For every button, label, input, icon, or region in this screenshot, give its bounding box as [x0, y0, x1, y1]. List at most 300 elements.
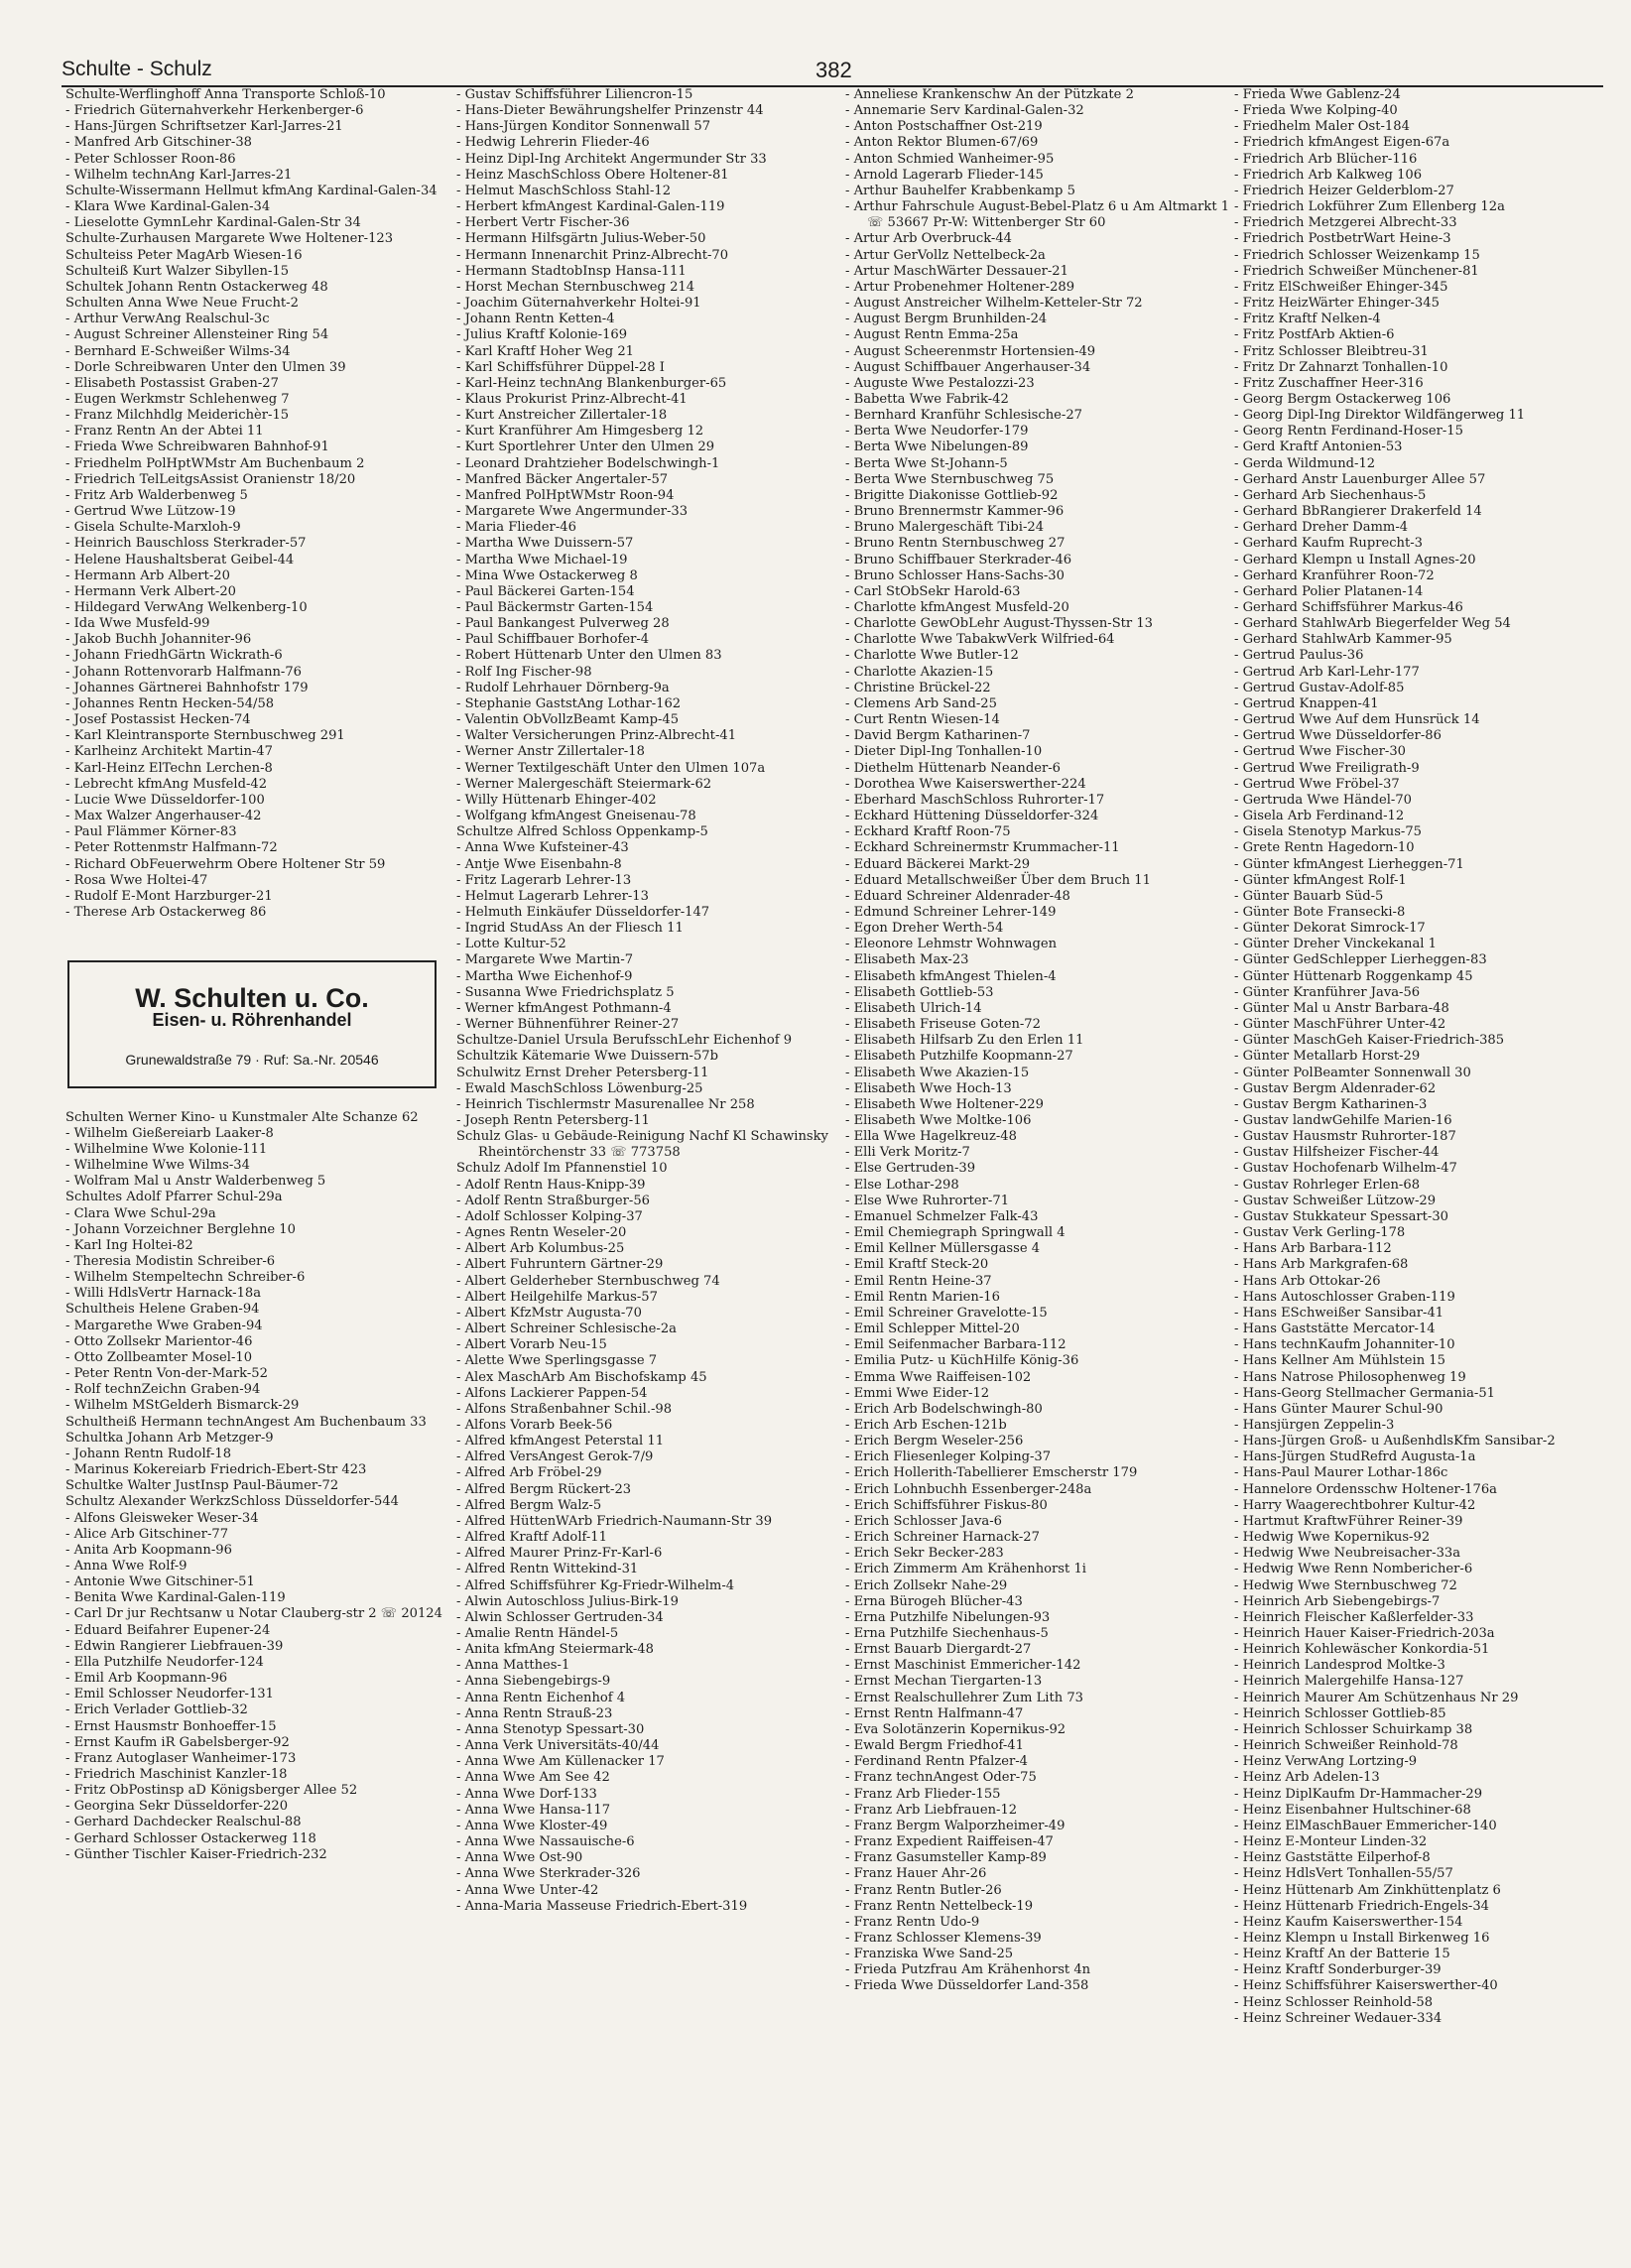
directory-entry: - Anna Wwe Rolf-9 — [65, 1558, 188, 1574]
directory-entry: - August Bergm Brunhilden-24 — [845, 312, 1048, 327]
directory-entry: - Maria Flieder-46 — [456, 520, 576, 536]
directory-entry: - Günter Mal u Anstr Barbara-48 — [1234, 1000, 1449, 1016]
directory-entry: - Heinz Kaufm Kaiserswerther-154 — [1234, 1914, 1463, 1930]
directory-entry: - Herbert kfmAngest Kardinal-Galen-119 — [456, 199, 725, 215]
ad-tagline: Eisen- u. Röhrenhandel — [152, 1010, 352, 1031]
directory-entry: - Hans-Georg Stellmacher Germania-51 — [1234, 1385, 1496, 1401]
directory-entry: - Johannes Gärtnerei Bahnhofstr 179 — [65, 680, 309, 695]
directory-entry: - Karl Schiffsführer Düppel-28 I — [456, 359, 665, 375]
directory-entry: - Anna Wwe Kufsteiner-43 — [456, 840, 629, 856]
directory-entry: - Fritz ObPostinsp aD Königsberger Allee 52 — [65, 1783, 358, 1799]
directory-entry: - Emil Schlosser Neudorfer-131 — [65, 1687, 274, 1702]
directory-entry: - Franz Autoglaser Wanheimer-173 — [65, 1750, 297, 1766]
directory-entry: - Walter Versicherungen Prinz-Albrecht-41 — [456, 728, 737, 744]
directory-entry: - Heinrich Arb Siebengebirgs-7 — [1234, 1593, 1441, 1609]
directory-entry: - Anna Wwe Ost-90 — [456, 1850, 583, 1866]
directory-entry: - Anna-Maria Masseuse Friedrich-Ebert-319 — [456, 1898, 748, 1914]
directory-entry: - Elisabeth Friseuse Goten-72 — [845, 1017, 1041, 1033]
directory-entry: - Franz Arb Flieder-155 — [845, 1786, 1001, 1802]
directory-entry: - August Schiffbauer Angerhauser-34 — [845, 359, 1091, 375]
directory-entry: - Kurt Kranführer Am Himgesberg 12 — [456, 424, 704, 440]
directory-entry: - Friedrich Arb Blücher-116 — [1234, 151, 1418, 167]
directory-entry: - Alfred Kraftf Adolf-11 — [456, 1530, 607, 1546]
directory-entry: - Hansjürgen Zeppelin-3 — [1234, 1417, 1395, 1433]
directory-entry: - Erich Schiffsführer Fiskus-80 — [845, 1497, 1048, 1513]
directory-entry: - Erich Lohnbuchh Essenberger-248a — [845, 1481, 1092, 1497]
directory-entry: - Emil Arb Koopmann-96 — [65, 1671, 228, 1687]
directory-entry: Schultze-Daniel Ursula BerufsschLehr Eichenhof 9 — [456, 1033, 793, 1049]
directory-entry: - Ewald Bergm Friedhof-41 — [845, 1738, 1024, 1754]
directory-entry: - Erna Putzhilfe Nibelungen-93 — [845, 1609, 1051, 1625]
directory-entry: Schultka Johann Arb Metzger-9 — [65, 1430, 274, 1446]
directory-entry: - Margarethe Wwe Graben-94 — [65, 1318, 263, 1333]
directory-entry: - Curt Rentn Wiesen-14 — [845, 712, 1000, 728]
directory-entry: - Artur GerVollz Nettelbeck-2a — [845, 247, 1046, 263]
directory-entry: - Dorothea Wwe Kaiserswerther-224 — [845, 776, 1086, 792]
directory-entry: - Hans-Jürgen Schriftsetzer Karl-Jarres-21 — [65, 119, 343, 135]
directory-entry: - Anita kfmAng Steiermark-48 — [456, 1642, 654, 1658]
directory-entry: - Robert Hüttenarb Unter den Ulmen 83 — [456, 648, 722, 664]
directory-entry: - Antje Wwe Eisenbahn-8 — [456, 856, 622, 872]
directory-entry: Schultheis Helene Graben-94 — [65, 1302, 260, 1318]
directory-entry: - Heinz Hüttenarb Friedrich-Engels-34 — [1234, 1898, 1490, 1914]
directory-entry: - Lotte Kultur-52 — [456, 937, 566, 952]
directory-entry: - Hans Natrose Philosophenweg 19 — [1234, 1369, 1466, 1385]
directory-entry: - Heinz HdlsVert Tonhallen-55/57 — [1234, 1866, 1453, 1882]
directory-entry: - Gertrud Paulus-36 — [1234, 648, 1364, 664]
directory-entry: - Georgina Sekr Düsseldorfer-220 — [65, 1799, 289, 1815]
directory-entry: - Erich Zimmerm Am Krähenhorst 1i — [845, 1562, 1086, 1577]
directory-entry: - Hans-Jürgen StudRefrd Augusta-1a — [1234, 1449, 1476, 1465]
directory-entry: - Arthur Bauhelfer Krabbenkamp 5 — [845, 183, 1075, 198]
directory-entry: - Berta Wwe Sternbuschweg 75 — [845, 471, 1055, 487]
directory-entry: - Helmut MaschSchloss Stahl-12 — [456, 183, 672, 198]
directory-entry: - Albert KfzMstr Augusta-70 — [456, 1305, 642, 1321]
directory-entry: - Albert Fuhruntern Gärtner-29 — [456, 1257, 664, 1273]
directory-entry: - Marinus Kokereiarb Friedrich-Ebert-Str 423 — [65, 1462, 367, 1478]
directory-entry: - August Schreiner Allensteiner Ring 54 — [65, 327, 329, 343]
directory-entry: - Leonard Drahtzieher Bodelschwingh-1 — [456, 455, 720, 471]
directory-entry: - Fritz Lagerarb Lehrer-13 — [456, 872, 632, 888]
directory-entry: - Susanna Wwe Friedrichsplatz 5 — [456, 984, 675, 1000]
directory-entry: - Erich Verlader Gottlieb-32 — [65, 1702, 248, 1718]
directory-entry: - Else Wwe Ruhrorter-71 — [845, 1193, 1010, 1208]
directory-entry: - Ida Wwe Musfeld-99 — [65, 616, 210, 632]
directory-entry: - Erich Schreiner Harnack-27 — [845, 1530, 1040, 1546]
directory-entry: - Erich Schlosser Java-6 — [845, 1513, 1002, 1529]
directory-entry: - Franziska Wwe Sand-25 — [845, 1947, 1014, 1962]
directory-entry: - Gerda Wildmund-12 — [1234, 455, 1376, 471]
directory-entry: - Alfons Straßenbahner Schil.-98 — [456, 1401, 673, 1417]
directory-entry: - Babetta Wwe Fabrik-42 — [845, 391, 1009, 407]
directory-entry: - Elisabeth Putzhilfe Koopmann-27 — [845, 1049, 1073, 1065]
directory-entry: - Elisabeth Ulrich-14 — [845, 1000, 982, 1016]
directory-entry: - Heinz Eisenbahner Hultschiner-68 — [1234, 1802, 1471, 1818]
column-4 — [1234, 87, 1611, 2256]
directory-entry: - Rosa Wwe Holtei-47 — [65, 872, 208, 888]
directory-entry: - Bruno Schlosser Hans-Sachs-30 — [845, 567, 1065, 583]
directory-entry: - Franz Hauer Ahr-26 — [845, 1866, 987, 1882]
directory-entry: - Gertrud Wwe Fröbel-37 — [1234, 776, 1400, 792]
directory-entry: - Hedwig Wwe Neubreisacher-33a — [1234, 1546, 1461, 1562]
directory-entry: - Johann Rottenvorarb Halfmann-76 — [65, 664, 303, 680]
directory-entry: - Günter Bauarb Süd-5 — [1234, 888, 1384, 904]
directory-entry: - Helmut Lagerarb Lehrer-13 — [456, 888, 649, 904]
directory-entry: - Johann FriedhGärtn Wickrath-6 — [65, 648, 283, 664]
directory-entry: - Elisabeth Postassist Graben-27 — [65, 375, 279, 391]
column-1 — [65, 87, 456, 2256]
directory-entry: - Eckhard Kraftf Roon-75 — [845, 824, 1011, 840]
directory-entry: - Hedwig Lehrerin Flieder-46 — [456, 135, 650, 151]
directory-entry: - Albert Schreiner Schlesische-2a — [456, 1322, 677, 1337]
directory-entry: - Karlheinz Architekt Martin-47 — [65, 744, 273, 760]
directory-entry: - Charlotte Akazien-15 — [845, 664, 994, 680]
directory-entry: - Frieda Wwe Schreibwaren Bahnhof-91 — [65, 440, 329, 455]
directory-entry: - Ernst Mechan Tiergarten-13 — [845, 1674, 1043, 1690]
directory-entry: - Hans-Dieter Bewährungshelfer Prinzenstr 44 — [456, 103, 764, 119]
directory-entry: - Ewald MaschSchloss Löwenburg-25 — [456, 1080, 703, 1096]
directory-entry: - Gustav landwGehilfe Marien-16 — [1234, 1113, 1452, 1128]
directory-entry: - Friedrich Schweißer Münchener-81 — [1234, 263, 1479, 279]
directory-entry: - Hans Autoschlosser Graben-119 — [1234, 1289, 1455, 1305]
directory-entry: - Johannes Rentn Hecken-54/58 — [65, 695, 275, 711]
directory-entry: - Heinrich Tischlermstr Masurenallee Nr 258 — [456, 1096, 755, 1112]
directory-entry: - Günter MaschFührer Unter-42 — [1234, 1017, 1446, 1033]
directory-entry: - Alwin Schlosser Gertruden-34 — [456, 1609, 664, 1625]
directory-entry: - Emil Rentn Marien-16 — [845, 1289, 1000, 1305]
directory-entry: - Friedrich Metzgerei Albrecht-33 — [1234, 215, 1457, 231]
directory-entry: - Carl Dr jur Rechtsanw u Notar Clauberg-str 2 ☏ 20124 — [65, 1606, 442, 1622]
directory-entry: - Karl-Heinz technAng Blankenburger-65 — [456, 375, 727, 391]
directory-entry: - Gerhard Klempn u Install Agnes-20 — [1234, 552, 1476, 567]
directory-entry: - Heinrich Schweißer Reinhold-78 — [1234, 1738, 1458, 1754]
directory-entry: - Albert Vorarb Neu-15 — [456, 1337, 607, 1353]
directory-entry: - Franz Rentn Butler-26 — [845, 1882, 1002, 1898]
directory-entry: - Elisabeth Gottlieb-53 — [845, 984, 994, 1000]
directory-entry: - Gerhard StahlwArb Biegerfelder Weg 54 — [1234, 616, 1511, 632]
directory-entry: - Kurt Anstreicher Zillertaler-18 — [456, 408, 668, 424]
directory-entry: - Alwin Autoschloss Julius-Birk-19 — [456, 1593, 679, 1609]
directory-entry: - Bruno Rentn Sternbuschweg 27 — [845, 536, 1066, 552]
directory-entry: - Paul Schiffbauer Borhofer-4 — [456, 632, 650, 648]
directory-entry: - Christine Brückel-22 — [845, 680, 991, 695]
directory-entry: - Günter kfmAngest Lierheggen-71 — [1234, 856, 1464, 872]
directory-entry: - Theresia Modistin Schreiber-6 — [65, 1254, 276, 1269]
directory-entry: - Gerhard StahlwArb Kammer-95 — [1234, 632, 1452, 648]
directory-entry: - Franz Gasumsteller Kamp-89 — [845, 1850, 1047, 1866]
directory-entry: - Heinz Hüttenarb Am Zinkhüttenplatz 6 — [1234, 1882, 1501, 1898]
directory-entry: - Heinrich Hauer Kaiser-Friedrich-203a — [1234, 1626, 1495, 1641]
directory-entry: - Wilhelm technAng Karl-Jarres-21 — [65, 167, 293, 183]
directory-entry: - Fritz Kraftf Nelken-4 — [1234, 312, 1381, 327]
directory-entry: - Anna Rentn Eichenhof 4 — [456, 1690, 626, 1705]
directory-entry: - Heinz ElMaschBauer Emmericher-140 — [1234, 1818, 1497, 1833]
directory-entry: - Lucie Wwe Düsseldorfer-100 — [65, 792, 265, 808]
directory-entry: - Eduard Beifahrer Eupener-24 — [65, 1622, 271, 1638]
directory-entry: - Gerhard Kaufm Ruprecht-3 — [1234, 536, 1424, 552]
directory-entry: - Richard ObFeuerwehrm Obere Holtener Str 59 — [65, 856, 386, 872]
directory-entry: - Peter Rentn Von-der-Mark-52 — [65, 1366, 268, 1382]
directory-entry: - Friedrich Güternahverkehr Herkenberger-6 — [65, 103, 364, 119]
directory-entry: - Artur MaschWärter Dessauer-21 — [845, 263, 1068, 279]
directory-entry: - Bruno Brennermstr Kammer-96 — [845, 504, 1065, 520]
directory-entry: - Fritz Dr Zahnarzt Tonhallen-10 — [1234, 359, 1448, 375]
directory-entry: - Gustav Schweißer Lützow-29 — [1234, 1193, 1437, 1208]
directory-entry: - Anton Schmied Wanheimer-95 — [845, 151, 1055, 167]
directory-entry: - Wolfgang kfmAngest Gneisenau-78 — [456, 809, 696, 824]
directory-entry: - Hans-Jürgen Konditor Sonnenwall 57 — [456, 119, 711, 135]
directory-entry: - Willy Hüttenarb Ehinger-402 — [456, 792, 657, 808]
directory-entry: - Franz Milchhdlg Meiderichèr-15 — [65, 408, 290, 424]
directory-entry: Schultz Alexander WerkzSchloss Düsseldorfer-544 — [65, 1494, 399, 1510]
directory-entry: - Anna Wwe Nassauische-6 — [456, 1834, 635, 1850]
directory-entry: - Wilhelmine Wwe Wilms-34 — [65, 1158, 250, 1174]
directory-entry: - Hermann StadtobInsp Hansa-111 — [456, 263, 687, 279]
directory-entry: - Dieter Dipl-Ing Tonhallen-10 — [845, 744, 1043, 760]
directory-entry: - Anna Wwe Dorf-133 — [456, 1786, 597, 1802]
directory-entry: - Ernst Hausmstr Bonhoeffer-15 — [65, 1718, 277, 1734]
directory-entry: - Erich Zollsekr Nahe-29 — [845, 1577, 1008, 1593]
directory-entry: - Annemarie Serv Kardinal-Galen-32 — [845, 103, 1084, 119]
directory-entry: - Heinz MaschSchloss Obere Holtener-81 — [456, 167, 729, 183]
directory-entry: - Franz Bergm Walporzheimer-49 — [845, 1818, 1066, 1833]
directory-entry: - Anna Wwe Am Küllenacker 17 — [456, 1754, 665, 1770]
directory-entry: - Elli Verk Moritz-7 — [845, 1145, 970, 1161]
directory-entry: - Bernhard E-Schweißer Wilms-34 — [65, 343, 291, 359]
directory-entry: - Hermann Verk Albert-20 — [65, 583, 237, 599]
directory-entry: - Stephanie GaststAng Lothar-162 — [456, 695, 682, 711]
directory-entry: - Anna Wwe Am See 42 — [456, 1770, 610, 1786]
directory-entry: - Ella Wwe Hagelkreuz-48 — [845, 1129, 1017, 1145]
directory-entry: - Frieda Wwe Gablenz-24 — [1234, 87, 1401, 102]
directory-entry: - Günter PolBeamter Sonnenwall 30 — [1234, 1065, 1471, 1080]
directory-entry: - Werner kfmAngest Pothmann-4 — [456, 1000, 672, 1016]
directory-entry: - Erich Arb Eschen-121b — [845, 1417, 1007, 1433]
directory-entry: - Wilhelmine Wwe Kolonie-111 — [65, 1141, 268, 1157]
column-1-upper-list — [65, 87, 456, 921]
directory-entry: - Elisabeth Wwe Hoch-13 — [845, 1080, 1012, 1096]
directory-entry: - Gerd Kraftf Antonien-53 — [1234, 440, 1403, 455]
directory-entry: - Günter Hüttenarb Roggenkamp 45 — [1234, 968, 1473, 984]
directory-entry: - Klaus Prokurist Prinz-Albrecht-41 — [456, 391, 688, 407]
directory-entry: - Werner Bühnenführer Reiner-27 — [456, 1017, 680, 1033]
directory-entry: - Alfons Lackierer Pappen-54 — [456, 1385, 648, 1401]
directory-entry: - Günther Tischler Kaiser-Friedrich-232 — [65, 1846, 327, 1862]
directory-entry: - Gerhard Kranführer Roon-72 — [1234, 567, 1435, 583]
directory-entry: Schulte-Werflinghoff Anna Transporte Schloß-10 — [65, 87, 386, 102]
directory-entry: - Margarete Wwe Martin-7 — [456, 952, 634, 968]
directory-entry: Schultheiß Hermann technAngest Am Buchenbaum 33 — [65, 1414, 427, 1430]
directory-entry: - Elisabeth Wwe Moltke-106 — [845, 1113, 1032, 1128]
directory-entry: - Paul Bankangest Pulverweg 28 — [456, 616, 670, 632]
directory-entry: - Erich Bergm Weseler-256 — [845, 1434, 1024, 1449]
directory-entry: - Friedrich Lokführer Zum Ellenberg 12a — [1234, 199, 1505, 215]
directory-entry: - Gustav Bergm Katharinen-3 — [1234, 1096, 1428, 1112]
directory-entry: - Arnold Lagerarb Flieder-145 — [845, 167, 1044, 183]
directory-entry: - Anneliese Krankenschw An der Pützkate 2 — [845, 87, 1134, 102]
directory-entry: - Bernhard Kranführ Schlesische-27 — [845, 408, 1083, 424]
directory-entry: - Anna Wwe Kloster-49 — [456, 1818, 608, 1833]
directory-entry: - Gustav Hilfsheizer Fischer-44 — [1234, 1145, 1440, 1161]
page-title: Schulte - Schulz — [62, 58, 212, 80]
directory-entry: - Heinrich Landesprod Moltke-3 — [1234, 1658, 1445, 1674]
directory-entry: - Günter Dreher Vinckekanal 1 — [1234, 937, 1437, 952]
directory-entry: - Franz Expedient Raiffeisen-47 — [845, 1834, 1054, 1850]
directory-entry: - Fritz Arb Walderbenweg 5 — [65, 487, 248, 503]
directory-entry: - Gerhard Arb Siechenhaus-5 — [1234, 487, 1427, 503]
directory-entry: - Fritz Zuschaffner Heer-316 — [1234, 375, 1424, 391]
directory-entry: - Manfred PolHptWMstr Roon-94 — [456, 487, 675, 503]
directory-entry: - Hermann Innenarchit Prinz-Albrecht-70 — [456, 247, 729, 263]
directory-entry: - Erich Sekr Becker-283 — [845, 1546, 1004, 1562]
directory-entry: - Fritz PostfArb Aktien-6 — [1234, 327, 1395, 343]
directory-entry: - Hedwig Wwe Kopernikus-92 — [1234, 1530, 1431, 1546]
directory-entry: - Klara Wwe Kardinal-Galen-34 — [65, 199, 271, 215]
directory-entry: - Gisela Arb Ferdinand-12 — [1234, 809, 1405, 824]
directory-entry: - Charlotte Wwe Butler-12 — [845, 648, 1019, 664]
column-2 — [456, 87, 845, 2256]
directory-entry: - Heinz Schreiner Wedauer-334 — [1234, 2010, 1443, 2026]
directory-entry: - Anna Rentn Strauß-23 — [456, 1705, 613, 1721]
column-1-lower-list — [65, 1110, 456, 1863]
directory-entry: - Anna Stenotyp Spessart-30 — [456, 1721, 645, 1737]
directory-entry: - Heinz DiplKaufm Dr-Hammacher-29 — [1234, 1786, 1483, 1802]
directory-entry: - Eduard Metallschweißer Über dem Bruch 11 — [845, 872, 1151, 888]
directory-entry: - Gustav Hochofenarb Wilhelm-47 — [1234, 1161, 1457, 1177]
directory-entry: - Heinz Schlosser Reinhold-58 — [1234, 1994, 1434, 2010]
directory-entry: Schultke Walter JustInsp Paul-Bäumer-72 — [65, 1478, 339, 1494]
directory-entry: - Clemens Arb Sand-25 — [845, 695, 997, 711]
directory-entry: - Karl Ing Holtei-82 — [65, 1237, 193, 1253]
directory-entry: - Johann Rentn Rudolf-18 — [65, 1446, 232, 1461]
directory-entry: Schultzik Kätemarie Wwe Duissern-57b — [456, 1049, 719, 1065]
directory-entry: Schulte-Wissermann Hellmut kfmAng Kardinal-Galen-34 — [65, 183, 438, 198]
directory-entry: - Charlotte GewObLehr August-Thyssen-Str 13 — [845, 616, 1154, 632]
directory-entry: Schulten Anna Wwe Neue Frucht-2 — [65, 296, 299, 312]
directory-entry: - Albert Gelderheber Sternbuschweg 74 — [456, 1273, 720, 1289]
directory-entry: - Eduard Bäckerei Markt-29 — [845, 856, 1031, 872]
directory-entry: - Heinz Klempn u Install Birkenweg 16 — [1234, 1930, 1490, 1946]
directory-entry: - Gerhard Dachdecker Realschul-88 — [65, 1815, 302, 1830]
directory-entry: - Arthur Fahrschule August-Bebel-Platz 6 u Am Altmarkt 1 ☏ 53667 Pr-W: Wittenberger Str 60 — [845, 199, 1230, 231]
directory-entry: - Emmi Wwe Eider-12 — [845, 1385, 990, 1401]
directory-entry: - Hedwig Wwe Renn Nombericher-6 — [1234, 1562, 1473, 1577]
directory-entry: - Julius Kraftf Kolonie-169 — [456, 327, 628, 343]
directory-entry: Schulte-Zurhausen Margarete Wwe Holtener-123 — [65, 231, 394, 247]
directory-entry: - Alfred VersAngest Gerok-7/9 — [456, 1449, 654, 1465]
directory-entry: - Joachim Güternahverkehr Holtei-91 — [456, 296, 701, 312]
directory-entry: - Gisela Stenotyp Markus-75 — [1234, 824, 1423, 840]
directory-entry: - Emil Seifenmacher Barbara-112 — [845, 1337, 1066, 1353]
directory-entry: - Helene Haushaltsberat Geibel-44 — [65, 552, 295, 567]
directory-entry: - Alex MaschArb Am Bischofskamp 45 — [456, 1369, 707, 1385]
directory-entry: - Heinz Dipl-Ing Architekt Angermunder Str 33 — [456, 151, 767, 167]
directory-entry: - Bruno Schiffbauer Sterkrader-46 — [845, 552, 1072, 567]
directory-entry: - Dorle Schreibwaren Unter den Ulmen 39 — [65, 359, 346, 375]
directory-entry: - Karl Kleintransporte Sternbuschweg 291 — [65, 728, 345, 744]
directory-entry: - Günter Bote Fransecki-8 — [1234, 904, 1406, 920]
directory-entry: Schulwitz Ernst Dreher Petersberg-11 — [456, 1065, 709, 1080]
directory-entry: - Eleonore Lehmstr Wohnwagen — [845, 937, 1058, 952]
directory-entry: - Anna Verk Universitäts-40/44 — [456, 1738, 660, 1754]
directory-entry: - Frieda Wwe Düsseldorfer Land-358 — [845, 1978, 1089, 1994]
directory-entry: - Werner Textilgeschäft Unter den Ulmen 107a — [456, 760, 766, 776]
page-number: 382 — [816, 58, 852, 82]
directory-entry: - Else Gertruden-39 — [845, 1161, 976, 1177]
directory-entry: - Anton Postschaffner Ost-219 — [845, 119, 1043, 135]
directory-entry: - Elisabeth Wwe Holtener-229 — [845, 1096, 1044, 1112]
directory-entry: - Günter Kranführer Java-56 — [1234, 984, 1421, 1000]
directory-entry: - Jakob Buchh Johanniter-96 — [65, 632, 252, 648]
directory-entry: - Gustav Hausmstr Ruhrorter-187 — [1234, 1129, 1456, 1145]
directory-entry: - Rolf technZeichn Graben-94 — [65, 1382, 261, 1398]
directory-entry: Schulz Adolf Im Pfannenstiel 10 — [456, 1161, 668, 1177]
directory-entry: Schultek Johann Rentn Ostackerweg 48 — [65, 279, 328, 295]
directory-entry: - Gertruda Wwe Händel-70 — [1234, 792, 1412, 808]
directory-entry: - Rudolf E-Mont Harzburger-21 — [65, 888, 273, 904]
directory-entry: - Elisabeth Max-23 — [845, 952, 969, 968]
directory-entry: - Eckhard Schreinermstr Krummacher-11 — [845, 840, 1120, 856]
directory-entry: - Ernst Bauarb Diergardt-27 — [845, 1642, 1032, 1658]
directory-entry: - Fritz ElSchweißer Ehinger-345 — [1234, 279, 1448, 295]
directory-entry: - Heinz E-Monteur Linden-32 — [1234, 1834, 1428, 1850]
directory-entry: - Otto Zollbeamter Mosel-10 — [65, 1349, 253, 1365]
directory-entry: - Paul Bäckermstr Garten-154 — [456, 600, 654, 615]
directory-entry: - Erna Putzhilfe Siechenhaus-5 — [845, 1626, 1049, 1641]
directory-entry: - Heinrich Schlosser Schuirkamp 38 — [1234, 1721, 1473, 1737]
directory-entry: - Gertrud Gustav-Adolf-85 — [1234, 680, 1405, 695]
directory-entry: - Auguste Wwe Pestalozzi-23 — [845, 375, 1035, 391]
directory-entry: - Eduard Schreiner Aldenrader-48 — [845, 888, 1070, 904]
directory-entry: - Hermann Arb Albert-20 — [65, 567, 230, 583]
directory-entry: - Gertrud Arb Karl-Lehr-177 — [1234, 664, 1420, 680]
directory-entry: - Alfred Arb Fröbel-29 — [456, 1465, 602, 1481]
directory-entry: - Franz Schlosser Klemens-39 — [845, 1930, 1042, 1946]
directory-entry: - Franz technAngest Oder-75 — [845, 1770, 1037, 1786]
directory-entry: - Alfred Bergm Walz-5 — [456, 1497, 602, 1513]
directory-entry: - Eckhard Hüttening Düsseldorfer-324 — [845, 809, 1099, 824]
directory-entry: - Emil Chemiegraph Springwall 4 — [845, 1225, 1066, 1241]
directory-entry: - Willi HdlsVertr Harnack-18a — [65, 1286, 262, 1302]
directory-entry: - Paul Flämmer Körner-83 — [65, 824, 237, 840]
directory-entry: - Heinz Arb Adelen-13 — [1234, 1770, 1380, 1786]
directory-entry: - Emma Wwe Raiffeisen-102 — [845, 1369, 1032, 1385]
directory-entry: - Alfred Rentn Wittekind-31 — [456, 1562, 639, 1577]
directory-entry: - Albert Arb Kolumbus-25 — [456, 1241, 625, 1257]
directory-entry: - Frieda Putzfrau Am Krähenhorst 4n — [845, 1962, 1091, 1978]
directory-entry: Schulten Werner Kino- u Kunstmaler Alte Schanze 62 — [65, 1109, 419, 1125]
directory-entry: - Horst Mechan Sternbuschweg 214 — [456, 279, 695, 295]
directory-entry: - Hermann Hilfsgärtn Julius-Weber-50 — [456, 231, 706, 247]
directory-entry: - Emanuel Schmelzer Falk-43 — [845, 1208, 1039, 1224]
directory-entry: - Gisela Schulte-Marxloh-9 — [65, 520, 241, 536]
directory-entry: - Gerhard Polier Platanen-14 — [1234, 583, 1424, 599]
directory-entry: - Therese Arb Ostackerweg 86 — [65, 904, 267, 920]
directory-entry: - Ingrid StudAss An der Fliesch 11 — [456, 921, 684, 937]
directory-entry: - Berta Wwe Neudorfer-179 — [845, 424, 1029, 440]
directory-entry: - Josef Postassist Hecken-74 — [65, 712, 251, 728]
directory-entry: - Martha Wwe Eichenhof-9 — [456, 968, 633, 984]
directory-entry: - Hans Arb Markgrafen-68 — [1234, 1257, 1409, 1273]
directory-entry: - Werner Anstr Zillertaler-18 — [456, 744, 645, 760]
directory-entry: - Emilia Putz- u KüchHilfe König-36 — [845, 1353, 1079, 1369]
directory-entry: - Günter Metallarb Horst-29 — [1234, 1049, 1421, 1065]
directory-entry: - Ernst Realschullehrer Zum Lith 73 — [845, 1690, 1083, 1705]
directory-entry: - Georg Rentn Ferdinand-Hoser-15 — [1234, 424, 1463, 440]
directory-entry: - Hans-Paul Maurer Lothar-186c — [1234, 1465, 1448, 1481]
directory-entry: - Heinrich Schlosser Gottlieb-85 — [1234, 1705, 1446, 1721]
directory-entry: - Gertrud Wwe Düsseldorfer-86 — [1234, 728, 1442, 744]
